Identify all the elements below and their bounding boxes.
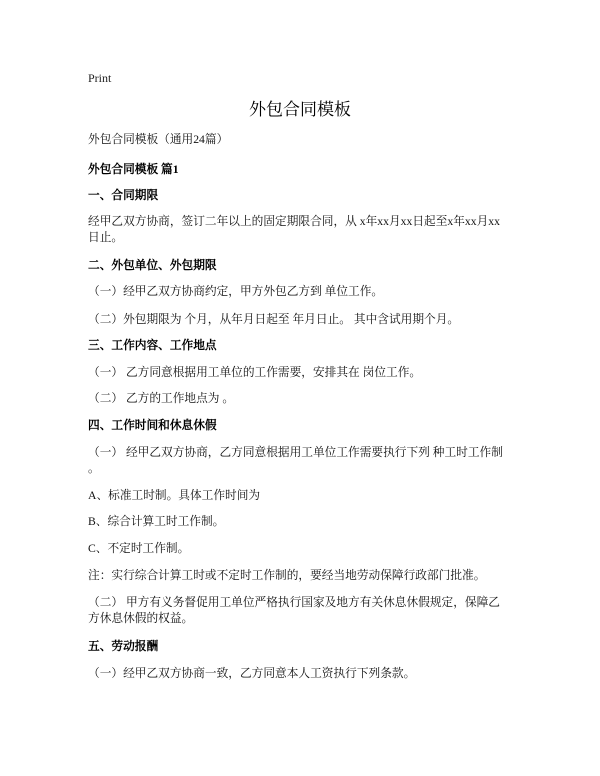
paragraph <box>88 391 234 407</box>
paragraph <box>88 666 415 682</box>
paragraph-line: B、综合计算工时工作制。 <box>88 515 225 528</box>
paragraph-line: A、标准工时制。具体工作时间为 <box>88 489 261 502</box>
paragraph <box>88 541 189 557</box>
paragraph-line: （二） 乙方的工作地点为 。 <box>88 392 235 405</box>
paragraph-line: （二） 甲方有义务督促用工单位严格执行国家及地方有关休息休假规定，保障乙 <box>88 596 500 609</box>
paragraph-line: （一）经甲乙双方协商一致，乙方同意本人工资执行下列条款。 <box>88 667 416 680</box>
paragraph-line: C、不定时工作制。 <box>88 542 190 555</box>
paragraph <box>88 312 459 328</box>
paragraph-line: 经甲乙双方协商，签订二年以上的固定期限合同，从 x年xx月xx日起至x年xx月xx <box>88 215 500 228</box>
paragraph <box>88 568 485 584</box>
print-link[interactable]: Print <box>88 71 112 85</box>
paragraph <box>88 284 383 300</box>
paragraph <box>88 595 500 627</box>
section-heading: 一、合同期限 <box>88 189 159 202</box>
paragraph-line: 注：实行综合计算工时或不定时工作制的，要经当地劳动保障行政部门批准。 <box>88 569 486 582</box>
section-heading: 四、工作时间和休息休假 <box>88 419 217 432</box>
paragraph <box>88 488 260 504</box>
paragraph-line: （一）经甲乙双方协商约定，甲方外包乙方到 单位工作。 <box>88 285 384 298</box>
section-heading: 二、外包单位、外包期限 <box>88 259 217 272</box>
article-heading: 外包合同模板 篇1 <box>88 163 179 176</box>
paragraph <box>88 445 503 477</box>
paragraph-line: 。 <box>88 462 100 475</box>
paragraph-line: （一） 经甲乙双方协商，乙方同意根据用工单位工作需要执行下列 种工时工作制 <box>88 446 503 459</box>
paragraph-line: 方休息休假的权益。 <box>88 612 194 625</box>
paragraph-line: 日止。 <box>88 231 124 244</box>
paragraph <box>88 365 421 381</box>
paragraph-line: （二）外包期限为 个月，从年月日起至 年月日止。 其中含试用期个月。 <box>88 313 460 326</box>
document-subtitle: 外包合同模板（通用24篇） <box>88 133 229 146</box>
section-heading: 五、劳动报酬 <box>88 640 159 653</box>
paragraph-line: （一） 乙方同意根据用工单位的工作需要，安排其在 岗位工作。 <box>88 366 422 379</box>
paragraph <box>88 514 224 530</box>
document-title: 外包合同模板 <box>249 100 351 119</box>
section-heading: 三、工作内容、工作地点 <box>88 339 217 352</box>
paragraph <box>88 214 500 246</box>
